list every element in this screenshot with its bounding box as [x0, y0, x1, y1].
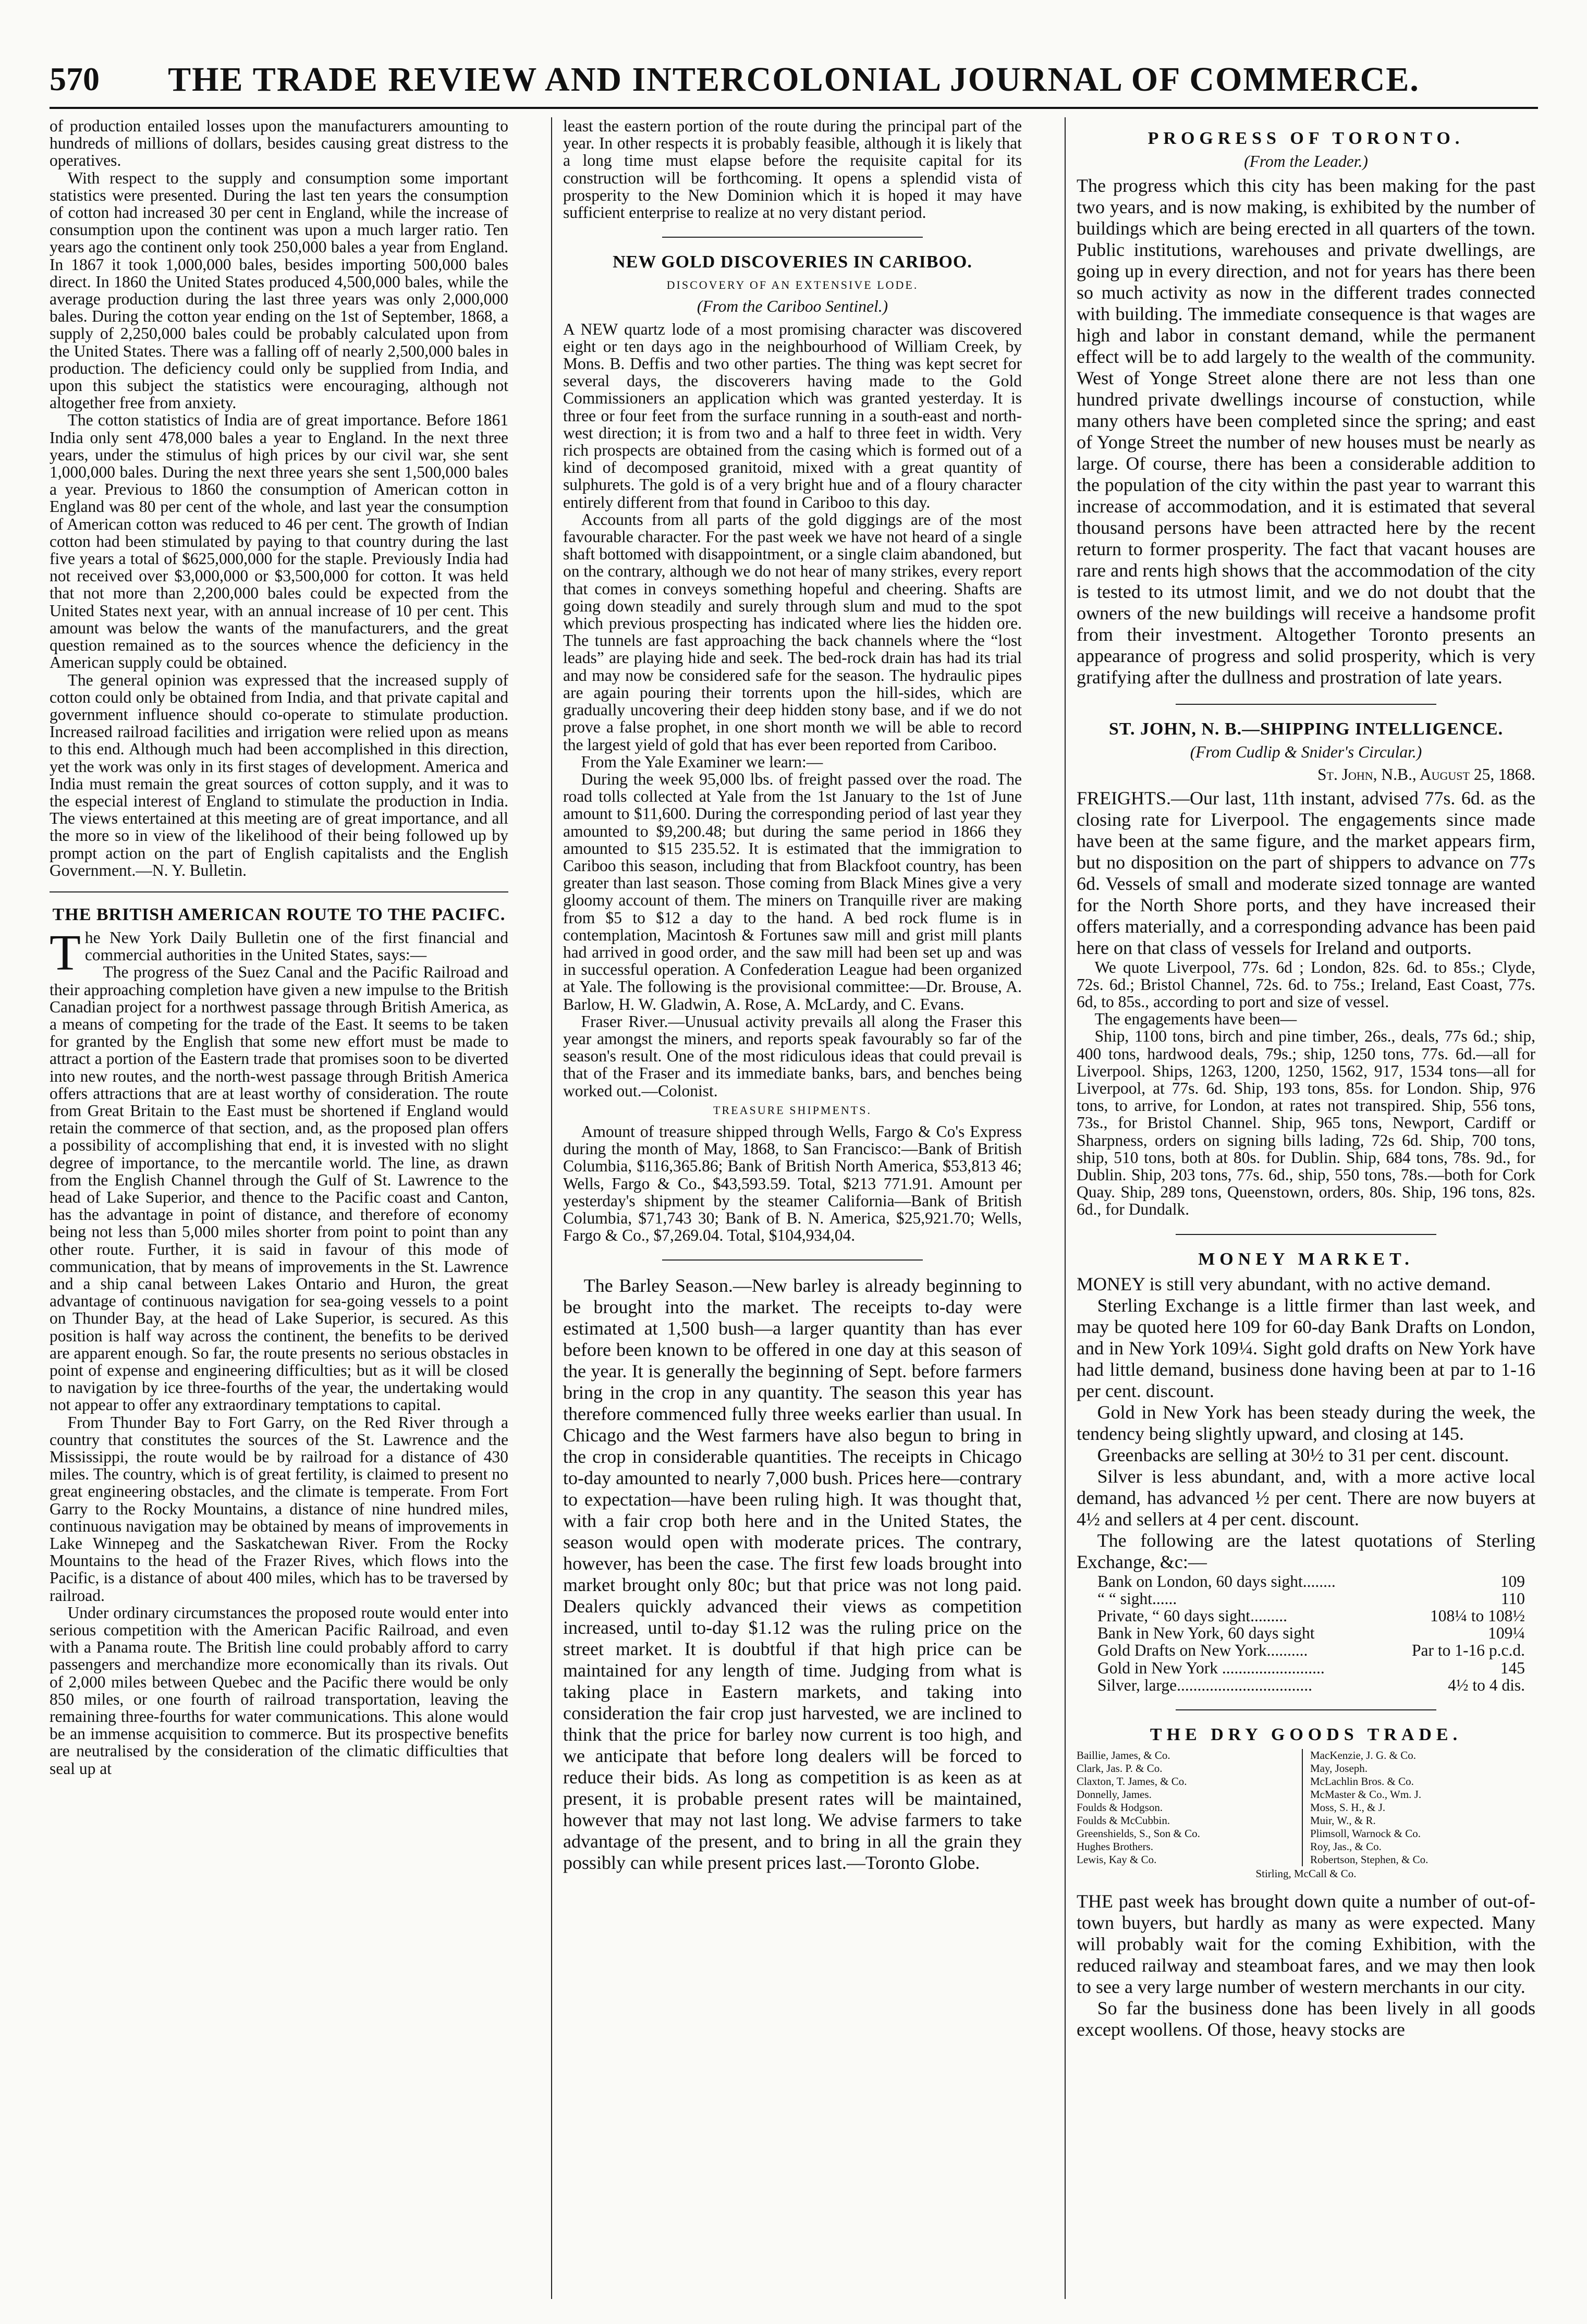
gold-para: From the Yale Examiner we learn:—: [581, 752, 823, 771]
quote-row: Bank on London, 60 days sight........ 109: [1097, 1572, 1525, 1591]
treasure-heading: TREASURE SHIPMENTS.: [713, 1103, 872, 1117]
drop-cap: T: [50, 924, 81, 981]
firms-last-row: [1077, 1867, 1535, 1880]
section-rule: [662, 1259, 923, 1261]
firm: Baillie, James, & Co.: [1077, 1749, 1170, 1762]
quote-row: “ “ sight...... 110: [1097, 1589, 1525, 1608]
gold-source: (From the Cariboo Sentinel.): [697, 297, 888, 316]
cotton-para: The general opinion was expressed that the increased supply of cotton could only be obtained from India, and that private capital and government influence should co-operate to stimulate production. Increased railroad facilities and irrigation were relied upon as means to this end. Although much had been accomplished in this direction, yet the work was only in its first stages of development. America and India must remain the great sources of cotton supply, and it was to the especial interest of England to stimulate the production in India. The views entertained at this meeting are of great importance, and all the more so in view of the likelihood of their being followed up by prompt action on the part of English capitalists and the English Government.—N. Y. Bulletin.: [50, 670, 508, 879]
page-header: [50, 60, 1538, 109]
firm: MacKenzie, J. G. & Co.: [1310, 1749, 1416, 1762]
column-1: [50, 117, 508, 1777]
column-2: [563, 117, 1022, 1874]
firm: Foulds & Hodgson.: [1077, 1801, 1163, 1814]
route-para: From Thunder Bay to Fort Garry, on the Red River through a country that constitutes the sources of the St. Lawrence and the Mississippi, the route would be by railroad for a distance of 430 miles. The country, which is of great fertility, is claimed to present no great engineering obstacles, and the climate is temperate. From Fort Garry to the Rocky Mountains, a distance of nine hundred miles, continuous navigation may be obtained by means of improvements in Lake Winnepeg and the Saskatchewan River. From the Rocky Mountains to the head of the Frazer Rives, which flows into the Pacific, is a distance of about 400 miles, which has to be traversed by railroad.: [50, 1413, 508, 1605]
route-para: The progress of the Suez Canal and the Pacific Railroad and their approaching completion have given a new impulse to the British Canadian project for a northwest passage through British America, as a means of competing for the trade of the East. It seems to be taken for granted by the English that some new effort must be made to attract a portion of the Eastern trade that promises soon to be diverted into new routes, and the north-west passage through British America offers attractions that are at least worthy of consideration. The route from Great Britain to the East must be shortened if England would retain the commerce of that section, and, as the proposed plan offers a possibility of accomplishing that end, it is invested with no slight degree of importance, to the mercantile world. The line, as drawn from the English Channel through the Gulf of St. Lawrence to the head of Lake Superior, and thence to the Pacific coast and Canton, has the advantage in point of distance, and therefore of economy being not less than 5,000 miles shorter from point to point than any other route. Further, it is said in favour of this mode of communication, that by means of improvements in the St. Lawrence and a ship canal between Lakes Ontario and Huron, the great advantage of continuous navigation for sea-going vessels to a point on Thunder Bay, at the head of Lake Superior, is secured. As this position is half way across the continent, the benefits to be derived are apparent enough. So far, the route presents no serious obstacles in point of expense and engineering difficulties; but as it will be closed to navigation by ice three-fourths of the year, the undertaking would not appear to offer any extraordinary temptations to capital.: [50, 963, 508, 1414]
firm: Claxton, T. James, & Co.: [1077, 1775, 1187, 1788]
firm: Robertson, Stephen, & Co.: [1310, 1853, 1429, 1866]
gold-para: During the week 95,000 lbs. of freight passed over the road. The road tolls collected at Yale from the 1st January to the 1st of June amount to $11,600. During the corresponding period of last year they amounted to $9,200.48; but during the same period in 1866 they amounted to $15 235.52. It is estimated that the immigration to Cariboo this season, including that from Blackfoot country, has been greater than last season. Those coming from Black Mines give a very gloomy account of them. The miners on Tranquille river are making from $5 to $12 a day to the hand. A bed rock flume is in contemplation, Macintosh & Fortunes saw mill and grist mill plants had arrived in good order, and the saw mill had been set up and was in successful operation. A Confederation League had been organized at Yale. The following is the provisional committee:—Dr. Brouse, A. Barlow, H. W. Gladwin, A. Rose, A. McLardy, and C. Evans.: [563, 769, 1022, 1013]
toronto-heading: PROGRESS OF TORONTO.: [1147, 129, 1464, 148]
firm: Muir, W., & R.: [1310, 1814, 1376, 1827]
drygoods-para: So far the business done has been lively in all goods except woollens. Of those, heavy stocks are: [1077, 1998, 1535, 2040]
shipping-para: We quote Liverpool, 77s. 6d ; London, 82s. 6d. to 85s.; Clyde, 72s. 6d.; Bristol Channel, 72s. 6d. to 75s.; Ireland, East Coast, 77s. 6d, to 85s., according to port and size of vessel.: [1077, 958, 1535, 1011]
page-number: 570: [50, 60, 100, 97]
gold-heading: NEW GOLD DISCOVERIES IN CARIBOO.: [613, 252, 972, 272]
shipping-source: (From Cudlip & Snider's Circular.): [1190, 743, 1422, 762]
money-para: Sterling Exchange is a little firmer than last week, and may be quoted here 109 for 60-day Bank Drafts on London, and in New York 109¼. Sight gold drafts on New York have had little demand, business done having been at par to 1-16 per cent. discount.: [1077, 1294, 1535, 1401]
firm: Foulds & McCubbin.: [1077, 1814, 1170, 1827]
column-3: [1077, 117, 1535, 2040]
firm: Roy, Jas., & Co.: [1310, 1840, 1382, 1853]
firm: Moss, S. H., & J.: [1310, 1801, 1386, 1814]
route-para: Under ordinary circumstances the proposed route would enter into serious competition with the American Pacific Railroad, and even with a Panama route. The British line could probably afford to carry passengers and merchandize more economically than its rivals. Out of 2,000 miles between Quebec and the Pacific there would be only 850 miles, or one fourth of railroad transportation, leaving the remaining three-fourths for water communications. This alone would be an immense acquisition to commerce. But its prospective benefits are neutralised by the consideration of the climatic difficulties that seal up at: [50, 1603, 508, 1778]
route-lead: The New York Daily Bulletin one of the first financial and commercial authorities in the United States, says:—: [50, 924, 508, 981]
firm: McLachlin Bros. & Co.: [1310, 1775, 1414, 1788]
money-heading: MONEY MARKET.: [1198, 1249, 1414, 1269]
route-heading: THE BRITISH AMERICAN ROUTE TO THE PACIFC.: [52, 904, 506, 924]
section-rule: [1176, 1234, 1436, 1235]
drygoods-para: THE past week has brought down quite a number of out-of-town buyers, but hardly as many as were expected. Many will probably wait for the coming Exhibition, with the reduced railway and steamboat fares, and we may then look to see a very large number of western merchants in our city.: [1077, 1891, 1535, 1998]
treasure-para: Amount of treasure shipped through Wells, Fargo & Co's Express during the month of May, 1868, to San Francisco:—Bank of British Columbia, $116,365.86; Bank of British North America, $53,813 46; Wells, Fargo & Co., $43,593.59. Total, $213 771.91. Amount per yesterday's shipment by the steamer California—Bank of British Columbia, $71,743 30; Bank of B. N. America, $25,921.70; Wells, Fargo & Co., $7,269.04. Total, $104,934,04.: [563, 1122, 1022, 1245]
cotton-para: With respect to the supply and consumption some important statistics were presented. During the last ten years the consumption of cotton had increased 30 per cent in England, while the increase of consumption upon the continent was upon a much larger ratio. Ten years ago the continent only took 250,000 bales a year from England. In 1867 it took 1,000,000 bales, besides importing 500,000 bales direct. In 1860 the United States produced 4,500,000 bales, while the average production during the last three years was only 2,000,000 bales. During the cotton year ending on the 1st of September, 1868, a supply of 2,250,000 bales could be probably calculated upon from the United States. There was a falling off of nearly 2,500,000 bales in production. The deficiency could only be supplied from India, and upon this subject the statistics were encouraging, although not altogether free from anxiety.: [50, 168, 508, 412]
firm: McMaster & Co., Wm. J.: [1310, 1788, 1422, 1801]
toronto-source: (From the Leader.): [1244, 152, 1368, 170]
shipping-para: Ship, 1100 tons, birch and pine timber, 26s., deals, 77s 6d.; ship, 400 tons, hardwood deals, 79s.; ship, 1250 tons, 77s. 6d.—all for Liverpool. Ships, 1263, 1200, 1250, 1562, 917, 1534 tons—all for Liverpool, at 77s. 6d. Ship, 193 tons, 85s. for London. Ship, 976 tons, to arrive, for London, at rates not transpired. Ship, 556 tons, 73s., for Bristol Channel. Ship, 965 tons, Newport, Cardiff or Sharpness, orders on signing bills lading, 72s 6d. Ship, 700 tons, ship, 510 tons, both at 80s. for Dublin. Ship, 684 tons, 78s. 9d., for Dublin. Ship, 203 tons, 77s. 6d., ship, 550 tons, 78s.—both for Cork Quay. Ship, 289 tons, Queenstown, orders, 80s. Ship, 196 tons, 82s. 6d., for Dundalk.: [1077, 1027, 1535, 1219]
gold-para: A NEW quartz lode of a most promising character was discovered eight or ten days ago in the neighbourhood of William Creek, by Mons. B. Deffis and two other parties. The thing was kept secret for several days, the discoverers having made to the Gold Commissioners an application which was granted yesterday. It is three or four feet from the surface running in a south-east and north-west direction; it is from two and a half to three feet in width. Very rich prospects are obtained from the casing which is formed out of a kind of decomposed granitoid, mixed with a great quantity of sulphurets. The gold is of a very bright hue and of a floury character entirely different from that found in Cariboo to this day.: [563, 320, 1022, 511]
drygoods-heading: THE DRY GOODS TRADE.: [1150, 1725, 1462, 1745]
money-para: Silver is less abundant, and, with a more active local demand, has advanced ½ per cent. There are now buyers at 4½ and sellers at 4 per cent. discount.: [1077, 1465, 1535, 1530]
firms-right: [1302, 1749, 1535, 1866]
barley-para: The Barley Season.—New barley is already beginning to be brought into the market. The receipts to-day were estimated at 1,500 bush—a larger quantity than has ever before been known to be offered in one day at this season of the year. It is generally the beginning of Sept. before farmers bring in the crop in any quantity. The season this year has therefore commenced fully three weeks earlier than usual. In Chicago and the West farmers have also begun to bring in the crop in considerable quantities. The receipts in Chicago to-day amounted to nearly 7,000 bush. Prices here—contrary to expectation—have been ruling high. It was thought that, with a fair crop both here and in the United States, the season would open with moderate prices. The contrary, however, has been the case. The first few loads brought into market brought only 80c; but that price was not long paid. Dealers quickly advanced their views as competition increased, until to-day $1.12 was the ruling price on the street market. It is doubtful if that high price can be maintained for any length of time. Judging from what is taking place in Eastern markets, and taking into consideration the fair crop just harvested, we are inclined to think that the price for barley now current is too high, and we anticipate that before long dealers will be forced to reduce their bids. As long as competition is as keen as at present, it is probable present rates will be maintained, however that may not last long. We advise farmers to take advantage of the present, and to bring in all the grain they possibly can while present prices last.—Toronto Globe.: [563, 1275, 1022, 1874]
shipping-para: The engagements have been—: [1094, 1010, 1297, 1029]
quote-row: Private, “ 60 days sight......... 108¼ to 108½: [1097, 1607, 1525, 1625]
section-rule: [662, 237, 923, 238]
header-rule: [50, 107, 1538, 109]
section-rule: [1176, 704, 1436, 705]
route-continued: least the eastern portion of the route during the principal part of the year. In other respects it is probably feasible, although it is likely that a long time must elapse before the requisite capital for its construction will be forthcoming. It opens a splendid vista of prosperity to the New Dominion which it is hoped it may have sufficient enterprise to realize at no very distant period.: [563, 117, 1022, 222]
column-rule-1: [551, 117, 552, 2299]
gold-para: Fraser River.—Unusual activity prevails all along the Fraser this year amongst the miners, and reports speak favourably so far of the season's result. One of the most ridiculous ideas that could prevail is that of the Fraser and its immediate banks, bars, and benches being worked out.—Colonist.: [563, 1012, 1022, 1100]
quote-row: Silver, large................................. 4½ to 4 dis.: [1097, 1675, 1525, 1694]
firm: Donnelly, James.: [1077, 1788, 1152, 1801]
firm: Greenshields, S., Son & Co.: [1077, 1827, 1200, 1840]
quotations-table: [1077, 1573, 1535, 1694]
journal-title: THE TRADE REVIEW AND INTERCOLONIAL JOURNAL OF COMMERCE.: [168, 60, 1420, 99]
firm: Stirling, McCall & Co.: [1255, 1867, 1357, 1880]
money-para: Gold in New York has been steady during the week, the tendency being slightly upward, and closing at 145.: [1077, 1401, 1535, 1444]
firm: Plimsoll, Warnock & Co.: [1310, 1827, 1421, 1840]
firms-list: [1077, 1749, 1535, 1866]
shipping-heading: ST. JOHN, N. B.—SHIPPING INTELLIGENCE.: [1108, 719, 1504, 739]
shipping-dateline: St. John, N.B., August 25, 1868.: [1317, 765, 1535, 784]
firm: Hughes Brothers.: [1077, 1840, 1153, 1853]
gold-subheading: DISCOVERY OF AN EXTENSIVE LODE.: [666, 278, 919, 292]
firm: Lewis, Kay & Co.: [1077, 1853, 1157, 1866]
money-para: MONEY is still very abundant, with no active demand.: [1077, 1273, 1491, 1294]
cotton-para: of production entailed losses upon the manufacturers amounting to hundreds of millions of dollars, besides causing great distress to the operatives.: [50, 117, 508, 170]
section-rule: [50, 891, 508, 892]
section-rule: [1176, 1709, 1436, 1710]
firm: May, Joseph.: [1310, 1762, 1368, 1775]
toronto-para: The progress which this city has been making for the past two years, and is now making, is exhibited by the number of buildings which are being erected in all quarters of the town. Public institutions, warehouses and private dwellings, are going up in every direction, and not for years has there been so much activity as now in the different trades connected with building. The immediate consequence is that wages are high and labor in constant demand, while the permanent effect will be to add largely to the wealth of the community. West of Yonge Street alone there are not less than one hundred private dwellings incourse of constuction, while many others have been completed since the spring; and east of Yonge Street the number of new houses must be nearly as large. Of course, there has been a considerable addition to the population of the city within the past year to warrant this increase of accommodation, and it is estimated that several thousand persons have been attracted here by the recent return to former prosperity. The fact that vacant houses are rare and rents high shows that the accommodation of the city is tested to its utmost limit, and we do not doubt that the owners of the new buildings will receive a handsome profit from their investment. Altogether Toronto presents an appearance of progress and solid prosperity, which is very gratifying after the dullness and prostration of late years.: [1077, 175, 1535, 688]
gold-para: Accounts from all parts of the gold diggings are of the most favourable character. For the past week we have not heard of a single shaft bottomed with disappointment, or a single claim abandoned, but on the contrary, although we do not hear of many strikes, every report that comes in conveys something hopeful and cheering. Shafts are going down steadily and surely through slum and mud to the spot which previous prospecting has indicated where lies the hidden ore. The tunnels are fast approaching the back channels where the “lost leads” are playing hide and seek. The bed-rock drain has had its trial and may now be considered safe for the season. The hydraulic pipes are again pouring their torrents upon the hill-sides, which are gradually uncovering their deep hidden stony base, and if we do not prove a false prophet, in one short month we will be able to record the largest yield of gold that has ever been reported from Cariboo.: [563, 510, 1022, 754]
firm: Clark, Jas. P. & Co.: [1077, 1762, 1163, 1775]
quote-row: Gold Drafts on New York.......... Par to 1-16 p.c.d.: [1097, 1641, 1525, 1660]
column-rule-2: [1065, 117, 1066, 2299]
firms-left: [1077, 1749, 1302, 1866]
quote-row: Bank in New York, 60 days sight 109¼: [1097, 1624, 1525, 1643]
quote-row: Gold in New York ......................... 145: [1097, 1658, 1525, 1677]
shipping-para: FREIGHTS.—Our last, 11th instant, advised 77s. 6d. as the closing rate for Liverpool. The engagements since made have been at the same figure, and the market appears firm, but no disposition on the part of shippers to advance on 77s 6d. Vessels of small and moderate sized tonnage are wanted for the North Shore ports, and they have increased their offers materially, and a corresponding advance has been paid here on that class of vessels for Ireland and outports.: [1077, 787, 1535, 958]
money-para: The following are the latest quotations of Sterling Exchange, &c:—: [1077, 1530, 1535, 1572]
money-para: Greenbacks are selling at 30½ to 31 per cent. discount.: [1097, 1444, 1509, 1465]
cotton-para: The cotton statistics of India are of great importance. Before 1861 India only sent 478,000 bales a year to England. In the next three years, under the stimulus of high prices by our civil war, she sent 1,000,000 bales. During the next three years she sent 1,500,000 bales a year. Previous to 1860 the consumption of American cotton in England was 80 per cent of the whole, and last year the consumption of American cotton was reduced to 46 per cent. The growth of Indian cotton had been stimulated by paying to that country during the last five years a total of $625,000,000 for the staple. Previously India had not received over $3,000,000 or $3,500,000 for cotton. It was held that not more than 2,200,000 bales could be expected from the United States next year, with an annual increase of 10 per cent. This amount was below the wants of the manufacturers, and the great question remained as to the sources whence the deficiency in the American supply could be obtained.: [50, 411, 508, 672]
